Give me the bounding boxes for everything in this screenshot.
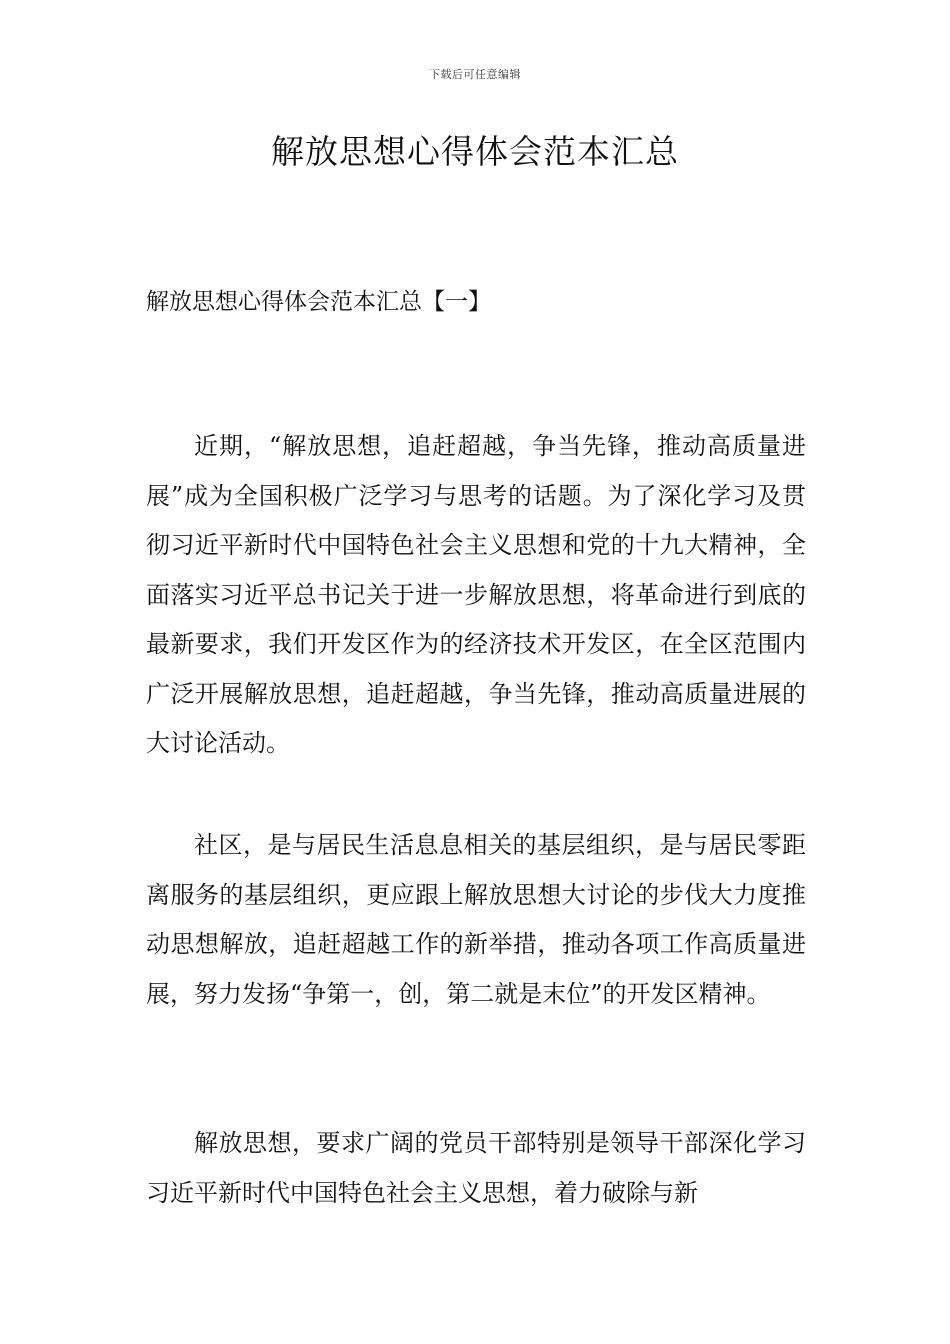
document-title: 解放思想心得体会范本汇总 <box>271 132 679 171</box>
body-paragraph-3: 解放思想，要求广阔的党员干部特别是领导干部深化学习习近平新时代中国特色社会主义思想，着力破除与新 <box>146 1129 806 1207</box>
body-paragraph-1: 近期，“解放思想，追赶超越，争当先锋，推动高质量进展”成为全国积极广泛学习与思考的话题。为了深化学习及贯彻习近平新时代中国特色社会主义思想和党的十九大精神，全面落实习近平总书记关于进一步解放思想，将革命进行到底的最新要求，我们开发区作为的经济技术开发区，在全区范围内广泛开展解放思想，追赶超越，争当先锋，推动高质量进展的大讨论活动。 <box>146 432 806 757</box>
header-note: 下载后可任意编辑 <box>429 68 521 81</box>
section-heading: 解放思想心得体会范本汇总【一】 <box>146 289 491 315</box>
body-paragraph-2: 社区，是与居民生活息息相关的基层组织，是与居民零距离服务的基层组织，更应跟上解放思想大讨论的步伐大力度推动思想解放，追赶超越工作的新举措，推动各项工作高质量进展，努力发扬“争第一，创，第二就是末位”的开发区精神。 <box>146 831 806 1008</box>
